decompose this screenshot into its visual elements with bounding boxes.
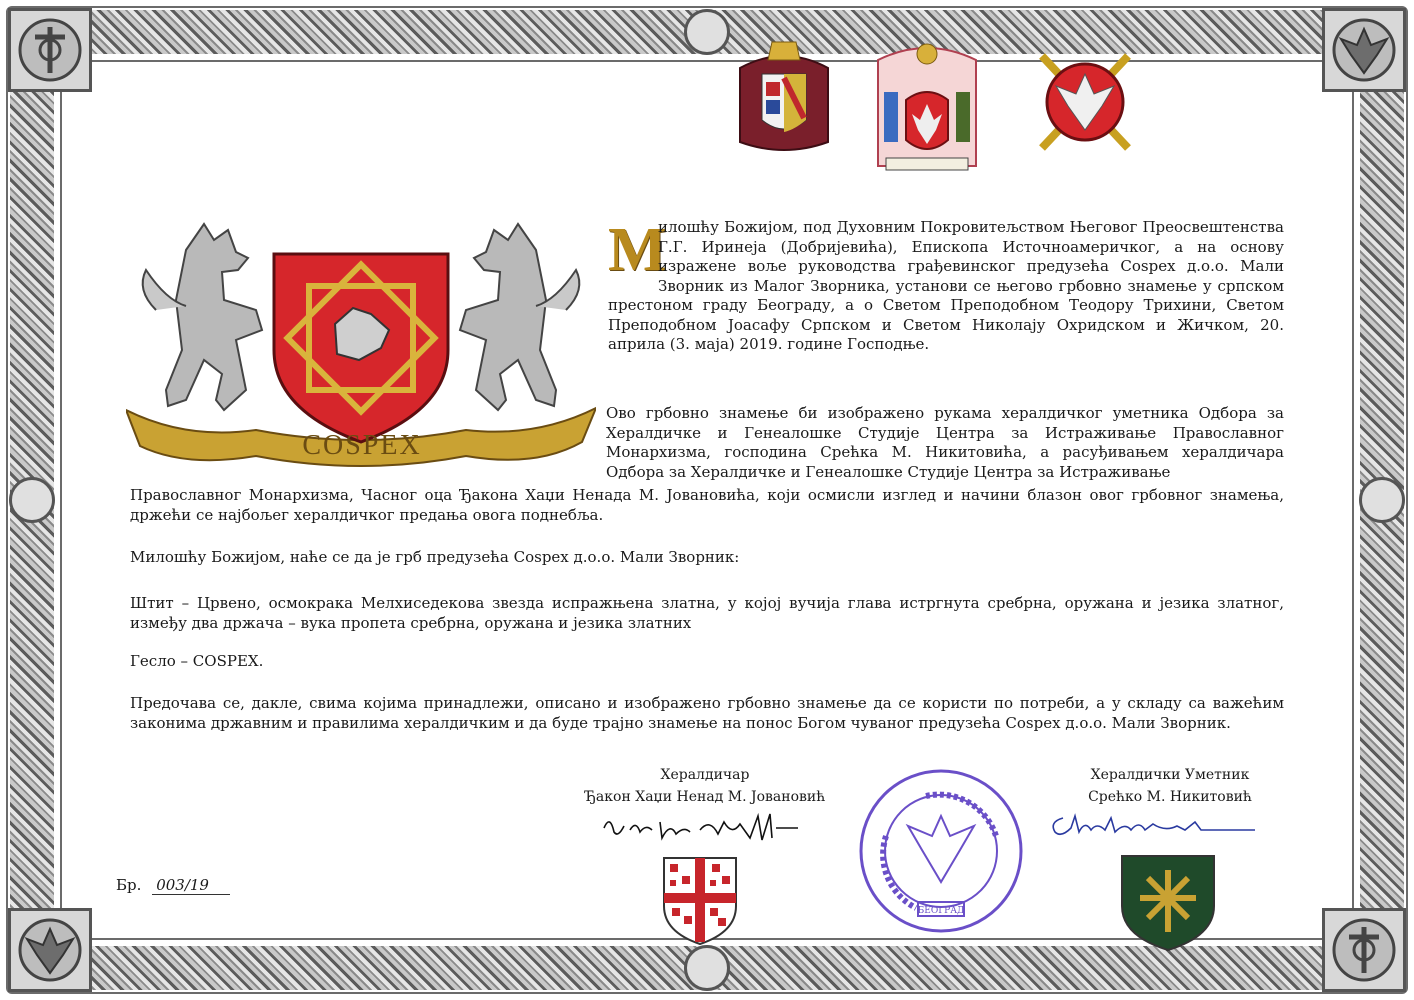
motto-line: Гесло – COSPEX. [130,652,264,670]
dropcap-letter: М [608,216,667,284]
herald-name: Ђакон Хаџи Ненад М. Јовановић [584,789,826,805]
seal-city: БЕОГРАД [917,906,965,916]
corner-eagle-icon [1322,8,1406,92]
herald-handwritten-signature [600,808,800,848]
corner-cross-icon [8,8,92,92]
green-oak-shield-icon [1118,852,1218,952]
number-label: Бр. [116,876,142,894]
arms-declaration: Милошћу Божијом, наће се да је грб предузећа Cospex д.о.о. Мали Зворник: [130,548,740,566]
number-value: 003/19 [152,876,230,895]
artist-title: Хералдички Уметник [1090,767,1250,783]
intro-paragraph [608,218,1284,355]
double-eagle-seal-icon [856,766,1026,936]
knot-ornament-icon [9,477,55,523]
registration-number [116,876,230,895]
intro-text: илошћу Божијом, под Духовним Покровитељством Његовог Преосвештенства Г.Г. Иринеја (Добријевића), Епископа Источноамеричког, а на основу изражене воље руководства грађевинског предузећа Cospex д.о.о. Мали Зворник из Малог Зворника, установи се његово грбовно знамење у српском престоном граду Београду, а о Светом Преподобном Теодору Трихини, Светом Преподобном Јоасафу Српском и Светом Николају Охридском и Жичком, 20. априла (3. маја) 2019. године Господње. [608,218,1284,353]
red-cross-shield-icon [660,854,740,946]
bishop-arms-icon [732,38,836,156]
wolf-rampant-icon [143,224,262,410]
double-eagle-roundel-icon [1030,44,1140,160]
artist-paragraph-part1: Ово грбовно знамење би изображено рукама хералдичког уметника Одбора за Хералдичке и Генеалошке Студије Центра за Истраживање Православног Монархизма, господина Срећка М. Никитовића, а расуђивањем хералдичара Одбора за Хералдичке и Генеалошке Студије Центра за Истраживање [606,404,1284,481]
closing-paragraph: Предочава се, дакле, свима којима принадлежи, описано и изображено грбовно знамење да се користи по потреби, а у складу са важећим законима државним и правилима хералдичким и да буде трајно знамење на понос Богом чуваног предузећа Cospex д.о.о. Мали Зворник. [130,694,1284,732]
knot-ornament-icon [684,9,730,55]
arms-motto: COSPEX [302,430,422,461]
artist-signature-block [1040,764,1300,808]
artist-name: Срећко М. Никитовић [1088,789,1252,805]
knot-ornament-icon [1359,477,1405,523]
blazon-text: Штит – Црвено, осмокрака Мелхиседекова звезда испражњена златна, у којој вучија глава истргнута сребрна, оружана и језика златног, између два држача – вука пропета сребрна, оружана и језика златних [130,594,1284,632]
wolf-rampant-icon [460,224,579,410]
star-wolf-head-shield-icon [274,254,448,442]
herald-signature-block [570,764,840,808]
artist-handwritten-signature [1045,808,1265,840]
corner-eagle-icon [8,908,92,992]
artist-paragraph-part2: Православног Монархизма, Часног оца Ђакона Хаџи Ненада М. Јовановића, који осмисли изглед и начини блазон овог грбовног знамења, држећи се најбољег хералдичког предања овога поднебља. [130,486,1284,524]
knot-ornament-icon [684,945,730,991]
corner-cross-icon [1322,908,1406,992]
royal-arms-icon [872,40,982,182]
herald-title: Хералдичар [660,767,750,783]
